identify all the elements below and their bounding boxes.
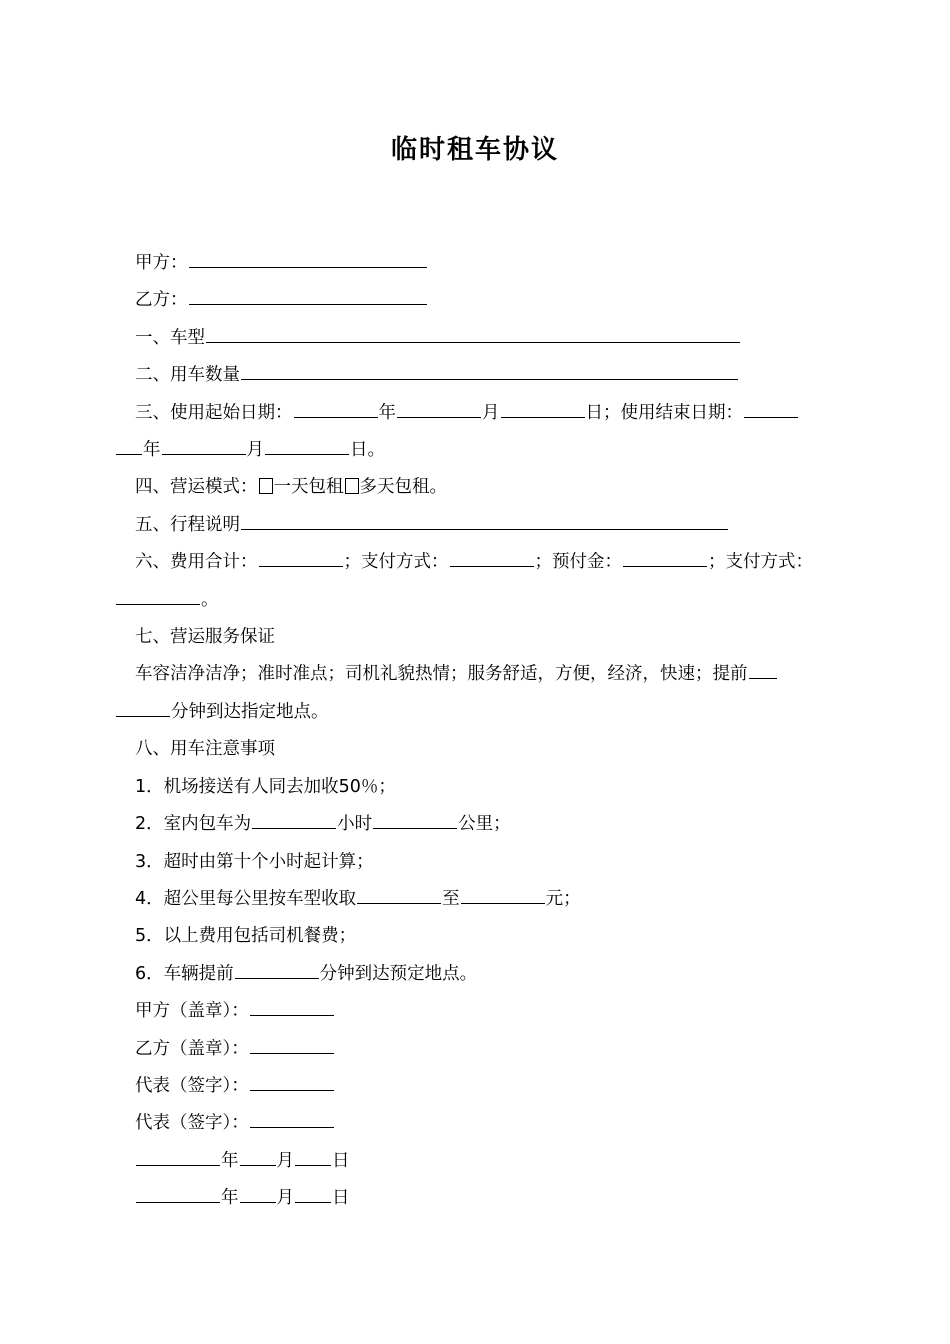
fees-end: 。	[201, 589, 219, 610]
single-day-checkbox[interactable]	[259, 478, 273, 494]
start-month-label: 月	[482, 402, 500, 423]
seal-a-blank[interactable]	[250, 997, 334, 1016]
end-year-label: 年	[143, 440, 161, 461]
note-6-text-b: 分钟到达预定地点。	[319, 963, 478, 984]
rep-1-label: 代表（签字）：	[135, 1075, 249, 1096]
note-1: 1．机场接送有人同去加收50％；	[135, 776, 396, 797]
sign-date-2-month: 月	[276, 1188, 294, 1209]
sign-date-2-day-blank[interactable]	[295, 1184, 331, 1203]
sign-date-2-year: 年	[221, 1188, 239, 1209]
end-year-blank-part2[interactable]	[116, 436, 142, 455]
item-vehicle-count	[115, 357, 837, 394]
fee-total-blank[interactable]	[259, 548, 343, 567]
vehicle-type-blank[interactable]	[206, 324, 740, 343]
note-3: 3．超时由第十个小时起计算；	[135, 851, 374, 872]
multi-day-checkbox[interactable]	[345, 478, 359, 494]
sign-date-2-year-blank[interactable]	[136, 1184, 220, 1203]
seal-b-label: 乙方（盖章）：	[135, 1038, 249, 1059]
service-guarantee-end: 分钟到达指定地点。	[171, 701, 329, 722]
deposit-label: ；预付金：	[534, 552, 622, 573]
item-fees-cont	[115, 582, 837, 619]
charter-km-blank[interactable]	[373, 810, 457, 829]
item-service-guarantee-heading: 七、营运服务保证	[135, 627, 275, 648]
sign-date-1-month: 月	[276, 1150, 294, 1171]
item-fees	[115, 544, 837, 581]
seal-a-label: 甲方（盖章）：	[135, 1001, 249, 1022]
sign-date-1-day-blank[interactable]	[295, 1147, 331, 1166]
single-day-option: 一天包租	[273, 477, 344, 498]
end-day-label: 日。	[350, 440, 385, 461]
itinerary-label: 五、行程说明	[135, 514, 240, 535]
rep-2-label: 代表（签字）：	[135, 1113, 249, 1134]
document-body	[115, 245, 837, 1218]
vehicle-count-blank[interactable]	[241, 361, 738, 380]
note-5: 5．以上费用包括司机餐费；	[135, 926, 357, 947]
seal-a-line	[115, 993, 837, 1030]
party-a-label: 甲方：	[135, 253, 188, 273]
vehicle-type-label: 一、车型	[135, 327, 205, 348]
sign-date-2-day: 日	[332, 1188, 350, 1209]
rep-1-blank[interactable]	[250, 1072, 334, 1091]
end-month-label: 月	[246, 440, 264, 461]
payment-method-label: ；支付方式：	[343, 552, 449, 573]
end-year-blank-part1[interactable]	[744, 399, 798, 418]
note-4-text-a: 4．超公里每公里按车型收取	[135, 888, 357, 909]
note-4-text-c: 元；	[545, 888, 581, 909]
operation-mode-label: 四、营运模式：	[135, 477, 258, 498]
note-2-text-c: 公里；	[458, 814, 511, 835]
payment-method-2-label: ；支付方式：	[708, 552, 813, 573]
note-2	[115, 806, 837, 843]
sign-date-1	[115, 1143, 837, 1180]
note-4-text-b: 至	[442, 888, 460, 909]
sign-date-1-day: 日	[332, 1150, 350, 1171]
item-usage-dates-cont	[115, 432, 837, 469]
service-guarantee-text-cont	[115, 694, 837, 731]
note-2-text-a: 2．室内包车为	[135, 814, 252, 835]
party-a-blank[interactable]	[189, 249, 427, 268]
end-date-label: 日；使用结束日期：	[585, 402, 743, 423]
party-b-line	[115, 282, 837, 319]
rep-2-blank[interactable]	[250, 1109, 334, 1128]
start-day-blank[interactable]	[501, 399, 585, 418]
party-b-label: 乙方：	[135, 290, 188, 311]
deposit-blank[interactable]	[623, 548, 707, 567]
seal-b-blank[interactable]	[250, 1035, 334, 1054]
vehicle-count-label: 二、用车数量	[135, 365, 240, 386]
sign-date-1-year-blank[interactable]	[136, 1147, 220, 1166]
start-month-blank[interactable]	[397, 399, 481, 418]
end-month-blank[interactable]	[162, 436, 246, 455]
service-guarantee-body: 车容洁净洁净；准时准点；司机礼貌热情；服务舒适，方便，经济，快速；提前	[135, 664, 748, 685]
document-title: 临时租车协议	[390, 135, 559, 165]
seal-b-line	[115, 1031, 837, 1068]
payment-method-blank[interactable]	[450, 548, 534, 567]
payment-method-2-blank[interactable]	[116, 586, 200, 605]
multi-day-option: 多天包租。	[359, 477, 447, 498]
per-km-min-blank[interactable]	[357, 885, 441, 904]
item-usage-notes-heading: 八、用车注意事项	[135, 739, 275, 760]
fee-total-label: 六、费用合计：	[135, 552, 258, 573]
note-6-text-a: 6．车辆提前	[135, 963, 234, 984]
item-usage-dates	[115, 395, 837, 432]
note-2-text-b: 小时	[337, 814, 373, 835]
sign-date-1-month-blank[interactable]	[240, 1147, 276, 1166]
sign-date-1-year: 年	[221, 1150, 239, 1171]
start-year-label: 年	[378, 402, 396, 423]
start-year-blank[interactable]	[294, 399, 378, 418]
itinerary-blank[interactable]	[241, 511, 728, 530]
advance-minutes-blank[interactable]	[235, 960, 319, 979]
rep-1-line	[115, 1068, 837, 1105]
rep-2-line	[115, 1105, 837, 1142]
item-operation-mode	[115, 469, 837, 506]
per-km-max-blank[interactable]	[461, 885, 545, 904]
end-day-blank[interactable]	[265, 436, 349, 455]
charter-hours-blank[interactable]	[252, 810, 336, 829]
sign-date-2	[115, 1180, 837, 1217]
item-itinerary	[115, 507, 837, 544]
arrival-minutes-blank-part2[interactable]	[116, 698, 170, 717]
party-a-line	[115, 245, 837, 282]
note-6	[115, 956, 837, 993]
arrival-minutes-blank-part1[interactable]	[749, 660, 777, 679]
sign-date-2-month-blank[interactable]	[240, 1184, 276, 1203]
start-date-label: 三、使用起始日期：	[135, 402, 293, 423]
note-4	[115, 881, 837, 918]
party-b-blank[interactable]	[189, 286, 427, 305]
item-vehicle-type	[115, 320, 837, 357]
service-guarantee-text	[115, 656, 837, 693]
